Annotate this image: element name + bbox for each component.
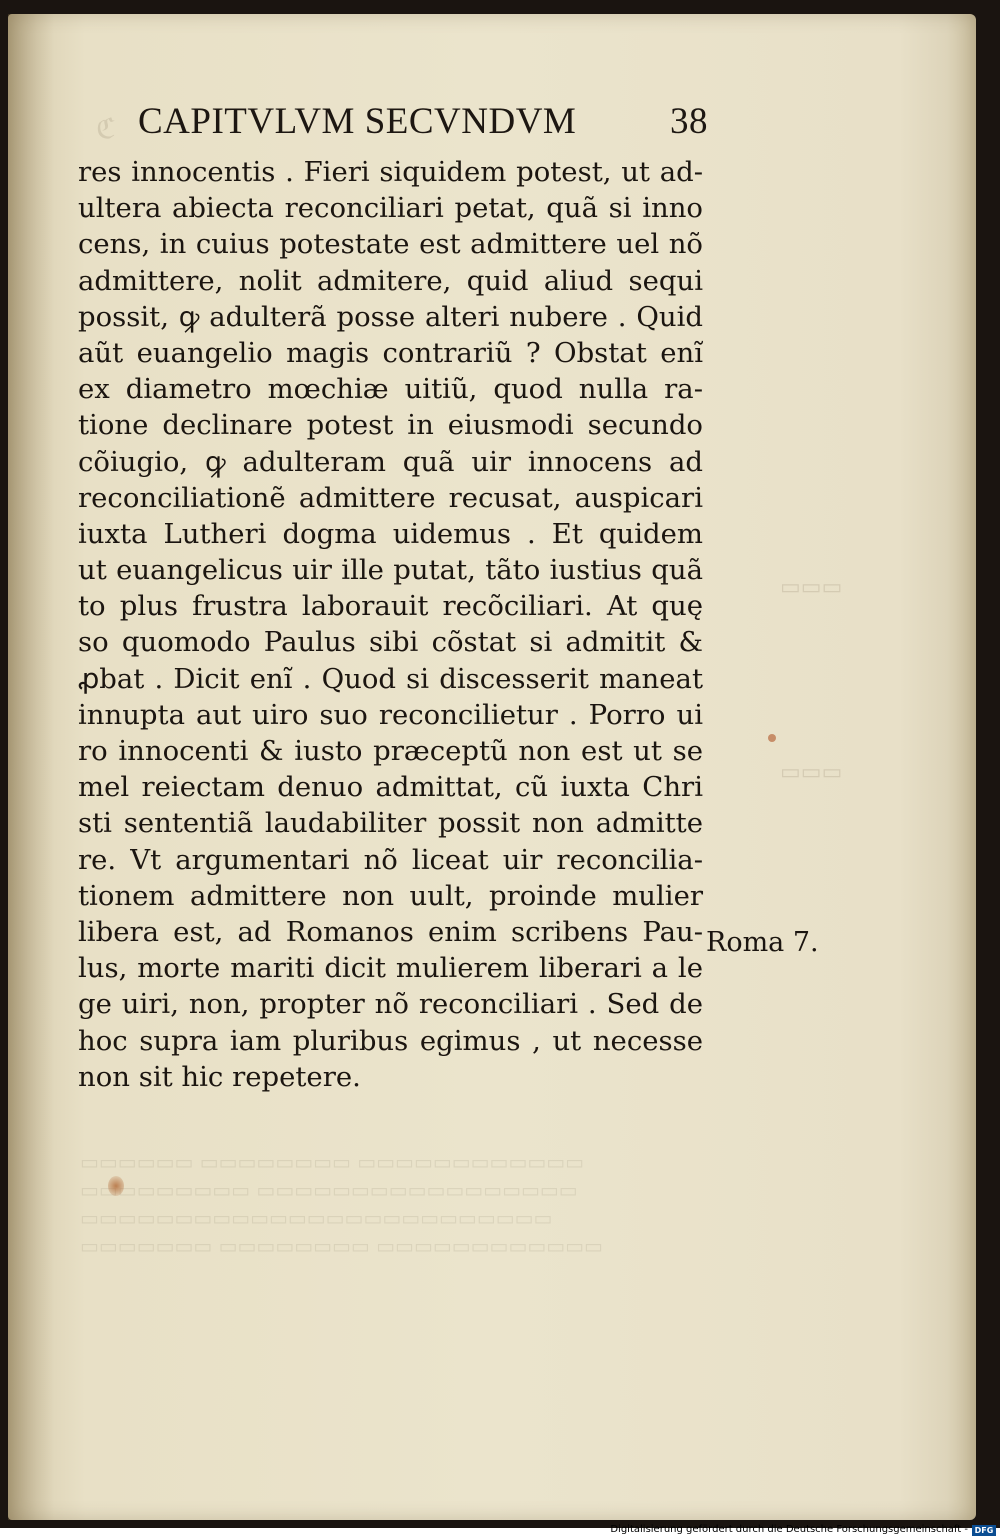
text-line: aũt euangelio magis contrariũ ? Obstat enĩ	[78, 336, 703, 369]
text-line: lus, morte mariti dicit mulierem liberari a le	[78, 952, 703, 985]
text-line: ro innocenti & iusto præceptũ non est ut se	[78, 735, 703, 767]
text-line: ꝓbat . Dicit enĩ . Quod si discesserit maneat	[78, 662, 703, 695]
text-line: reconciliationẽ admittere recusat, auspicari	[78, 481, 703, 514]
text-line: innupta aut uiro suo reconcilietur . Porro ui	[78, 698, 703, 731]
text-line: cõiugio, ꝙ adulteram quã uir innocens ad	[78, 445, 703, 478]
text-line: ultera abiecta reconciliari petat, quã si inno	[78, 192, 703, 225]
page-gutter-shadow	[8, 14, 54, 1520]
text-line: cens, in cuius potestate est admittere uel nõ	[78, 228, 703, 261]
digitization-credit: Digitalisierung gefördert durch die Deutsche Forschungsgemeinschaft -	[610, 1524, 968, 1535]
text-line: admittere, nolit admitere, quid aliud sequi	[78, 264, 703, 297]
paper-stain	[108, 1176, 124, 1196]
running-head-title: CAPITVLVM SECVNDVM	[138, 101, 577, 142]
text-line: res innocentis . Fieri siquidem potest, ut ad-	[78, 156, 703, 188]
text-line: sti sententiã laudabiliter possit non admitte	[78, 807, 703, 840]
paper-stain	[768, 734, 776, 742]
text-line: ge uiri, non, propter nõ reconciliari . Sed de	[78, 988, 703, 1021]
folio-number: 38	[670, 101, 708, 142]
text-line: ex diametro mœchiæ uitiũ, quod nulla ra-	[78, 373, 703, 406]
running-head	[138, 100, 708, 143]
text-line: tionem admittere non uult, proinde mulier	[78, 879, 703, 912]
text-line: ut euangelicus uir ille putat, tãto iustius quã	[78, 554, 703, 587]
text-line: non sit hic repetere.	[78, 1060, 361, 1093]
text-line: libera est, ad Romanos enim scribens Pau-	[78, 915, 703, 948]
text-line: iuxta Lutheri dogma uidemus . Et quidem	[78, 517, 703, 550]
text-line: possit, ꝙ adulterã posse alteri nubere . Quid	[78, 300, 703, 333]
dfg-logo-icon: DFG	[972, 1525, 996, 1536]
marginal-note: Roma 7.	[706, 927, 819, 958]
text-line: mel reiectam denuo admittat, cũ iuxta Chri	[78, 771, 703, 804]
text-line: hoc supra iam pluribus egimus , ut necesse	[78, 1024, 703, 1057]
text-line: to plus frustra laborauit recõciliari. At quę	[78, 590, 703, 623]
text-line: tione declinare potest in eiusmodi secundo	[78, 409, 703, 442]
text-line: re. Vt argumentari nõ liceat uir reconcilia-	[78, 843, 703, 876]
text-line: so quomodo Paulus sibi cõstat si admitit &	[78, 626, 703, 659]
body-text	[78, 154, 703, 1095]
